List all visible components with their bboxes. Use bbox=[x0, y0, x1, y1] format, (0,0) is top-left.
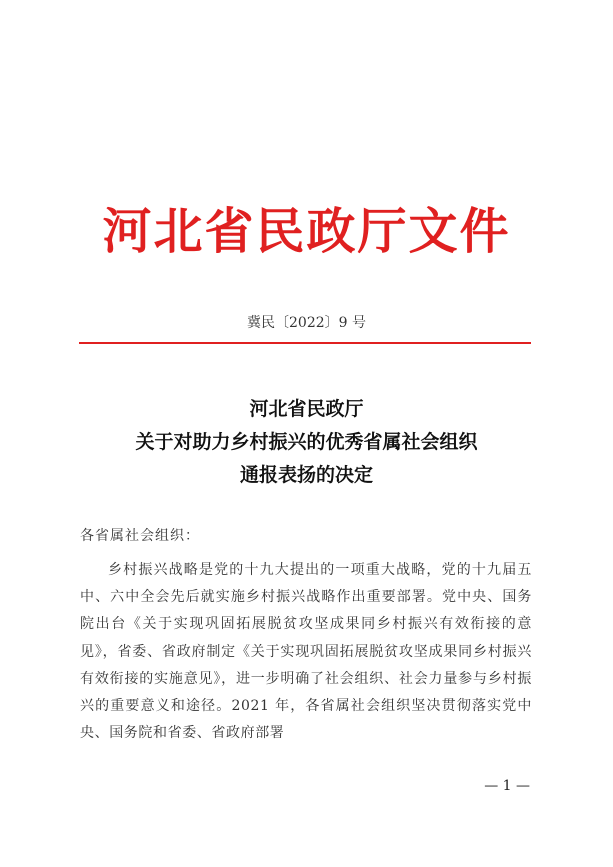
document-title bbox=[0, 393, 613, 492]
document-number: 冀民〔2022〕9 号 bbox=[247, 315, 366, 331]
title-line-1: 河北省民政厅 bbox=[249, 398, 364, 420]
salutation: 各省属社会组织： bbox=[80, 528, 200, 544]
issuer-header: 河北省民政厅文件 bbox=[102, 202, 511, 260]
title-line-2: 关于对助力乡村振兴的优秀省属社会组织 bbox=[135, 431, 478, 453]
red-divider-line bbox=[79, 342, 531, 344]
page-number: — 1 — bbox=[484, 778, 530, 794]
body-paragraph: 乡村振兴战略是党的十九大提出的一项重大战略，党的十九届五中、六中全会先后就实施乡村振兴战略作出重要部署。党中央、国务院出台《关于实现巩固拓展脱贫攻坚成果同乡村振兴有效衔接的意见》，省委、省政府制定《关于实现巩固拓展脱贫攻坚成果同乡村振兴有效衔接的实施意见》，进一步明确了社会组织、社会力量参与乡村振兴的重要意义和途径。2021 年，各省属社会组织坚决贯彻落实党中央、国务院和省委、省政府部署 bbox=[80, 562, 532, 742]
title-line-3: 通报表扬的决定 bbox=[239, 464, 373, 486]
